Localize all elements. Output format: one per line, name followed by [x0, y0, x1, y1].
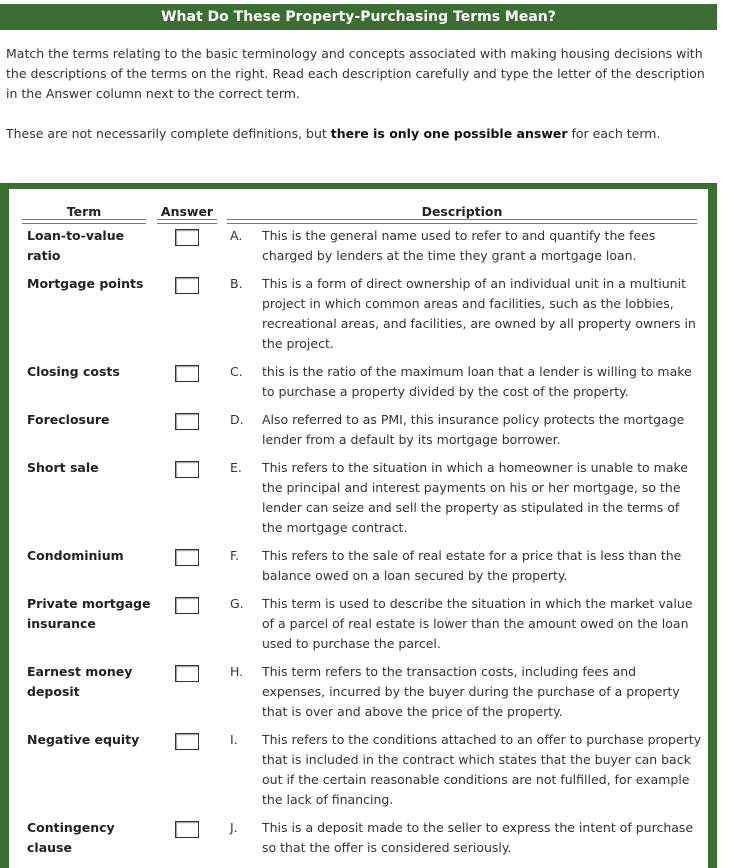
- note-text: [6, 124, 716, 144]
- note-pre: These are not necessarily complete definitions, but: [6, 126, 331, 141]
- description-text: This is a deposit made to the seller to express the intent of purchase so that the offer is considered seriously.: [262, 820, 694, 855]
- description-text: This is the general name used to refer to and quantify the fees charged by lenders at the time they grant a mortgage loan.: [262, 228, 656, 263]
- description-text: This term refers to the transaction costs, including fees and expenses, incurred by the buyer during the purchase of a property that is over and above the price of the property.: [262, 664, 680, 719]
- description-text: This term is used to describe the situation in which the market value of a parcel of real estate is lower than the amount owed on the loan used to purchase the parcel.: [262, 596, 693, 651]
- term-short-sale: Short sale: [27, 460, 99, 475]
- answer-input-condominium[interactable]: [175, 549, 199, 566]
- term-header-rule: [22, 219, 146, 224]
- matching-panel: [0, 183, 717, 868]
- term-mortgage-points: Mortgage points: [27, 276, 144, 291]
- term-foreclosure: Foreclosure: [27, 412, 110, 427]
- description-letter: J.: [230, 820, 238, 835]
- description-letter: B.: [230, 276, 243, 291]
- description-letter: G.: [230, 596, 244, 611]
- instructions-text: Match the terms relating to the basic terminology and concepts associated with making housing decisions with the descriptions of the terms on the right. Read each description carefully and type the letter of the description in the Answer column next to the correct term.: [6, 46, 705, 101]
- answer-input-short-sale[interactable]: [175, 461, 199, 478]
- term-closing-costs: Closing costs: [27, 364, 120, 379]
- term-condominium: Condominium: [27, 548, 124, 563]
- note-post: for each term.: [567, 126, 661, 141]
- matching-table: [9, 189, 708, 868]
- term-column-header: Term: [66, 204, 102, 219]
- description-letter: F.: [230, 548, 240, 563]
- description-text: This refers to the sale of real estate for a price that is less than the balance owed on a loan secured by the property.: [262, 548, 682, 583]
- description-header-rule: [227, 219, 697, 224]
- note-bold: there is only one possible answer: [330, 126, 568, 141]
- term-private-mortgage-insurance: Private mortgage insurance: [27, 596, 151, 631]
- term-earnest-money-deposit: Earnest money deposit: [27, 664, 133, 699]
- description-text: This is a form of direct ownership of an individual unit in a multiunit project in which common areas and facilities, such as the lobbies, recreational areas, and facilities, are owned by all property owners in the project.: [262, 276, 696, 351]
- description-letter: D.: [230, 412, 244, 427]
- description-text: Also referred to as PMI, this insurance policy protects the mortgage lender from a default by its mortgage borrower.: [262, 412, 685, 447]
- page-title: What Do These Property-Purchasing Terms Mean?: [0, 4, 717, 30]
- answer-input-foreclosure[interactable]: [175, 413, 199, 430]
- answer-input-loan-to-value-ratio[interactable]: [175, 229, 199, 246]
- answer-input-closing-costs[interactable]: [175, 365, 199, 382]
- term-loan-to-value-ratio: Loan-to-value ratio: [27, 228, 125, 263]
- answer-input-private-mortgage-insurance[interactable]: [175, 597, 199, 614]
- description-letter: H.: [230, 664, 244, 679]
- description-letter: E.: [230, 460, 242, 475]
- description-letter: I.: [230, 732, 238, 747]
- answer-input-earnest-money-deposit[interactable]: [175, 665, 199, 682]
- answer-column-header: Answer: [160, 204, 214, 219]
- description-column-header: Description: [421, 204, 503, 219]
- description-letter: A.: [230, 228, 243, 243]
- description-text: This refers to the conditions attached to an offer to purchase property that is included in the contract which states that the buyer can back out if the certain reasonable conditions are not fulfilled, for example the lack of financing.: [262, 732, 702, 807]
- answer-input-mortgage-points[interactable]: [175, 277, 199, 294]
- answer-input-contingency-clause[interactable]: [175, 821, 199, 838]
- description-letter: C.: [230, 364, 243, 379]
- answer-header-rule: [157, 219, 217, 224]
- term-contingency-clause: Contingency clause: [27, 820, 115, 855]
- term-negative-equity: Negative equity: [27, 732, 140, 747]
- description-text: This refers to the situation in which a homeowner is unable to make the principal and interest payments on his or her mortgage, so the lender can seize and sell the property as stipulated in the terms of the mortgage contract.: [262, 460, 688, 535]
- description-text: this is the ratio of the maximum loan that a lender is willing to make to purchase a property divided by the cost of the property.: [262, 364, 692, 399]
- answer-input-negative-equity[interactable]: [175, 733, 199, 750]
